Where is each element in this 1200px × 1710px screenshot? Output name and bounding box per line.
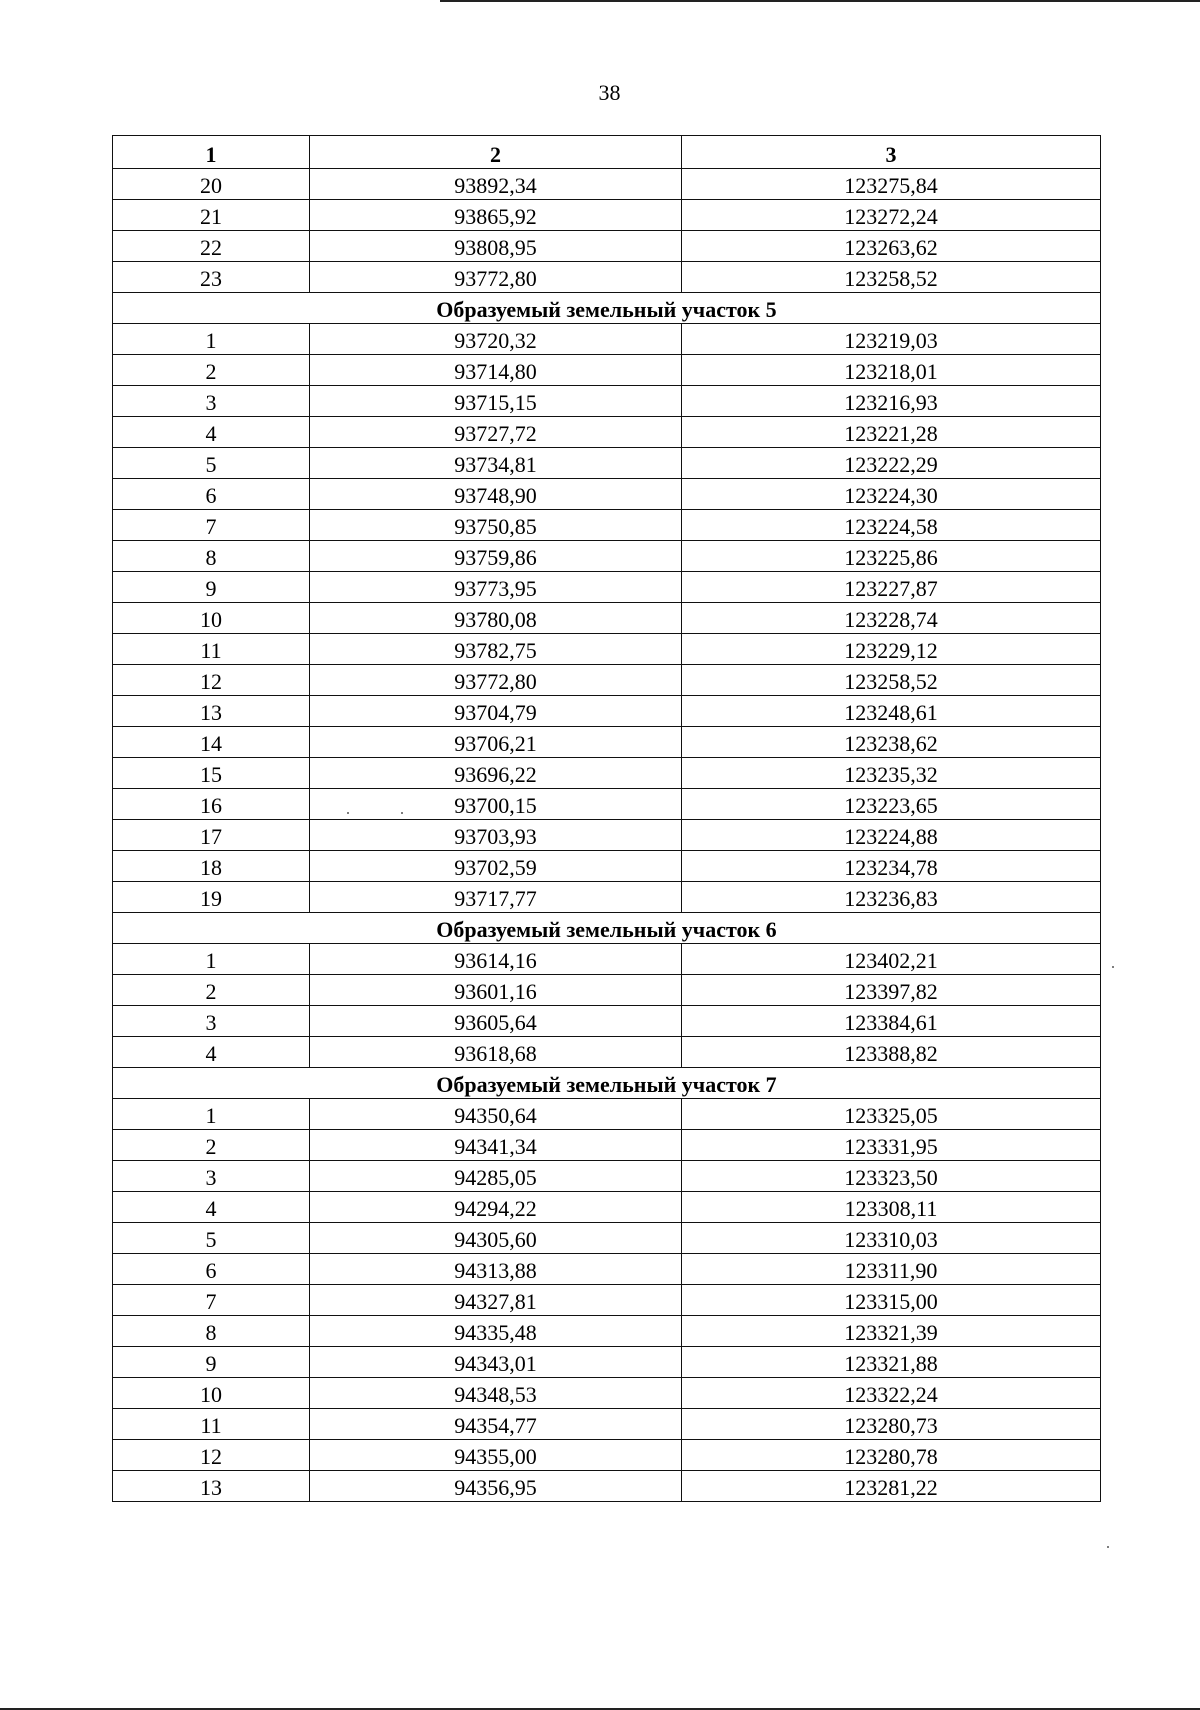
y-coordinate-cell: 123397,82: [682, 975, 1101, 1006]
table-row: [113, 417, 1101, 448]
point-number-cell: 23: [113, 262, 310, 293]
table-row: [113, 541, 1101, 572]
x-coordinate-cell: 93772,80: [310, 665, 682, 696]
x-coordinate-cell: 93614,16: [310, 944, 682, 975]
y-coordinate-cell: 123229,12: [682, 634, 1101, 665]
x-coordinate-cell: 94305,60: [310, 1223, 682, 1254]
table-row: [113, 696, 1101, 727]
table-row: [113, 1316, 1101, 1347]
y-coordinate-cell: 123235,32: [682, 758, 1101, 789]
point-number-cell: 19: [113, 882, 310, 913]
section-title-row: [113, 293, 1101, 324]
table-row: [113, 386, 1101, 417]
x-coordinate-cell: 93702,59: [310, 851, 682, 882]
x-coordinate-cell: 93780,08: [310, 603, 682, 634]
x-coordinate-cell: 93618,68: [310, 1037, 682, 1068]
table-row: [113, 603, 1101, 634]
table-row: [113, 1099, 1101, 1130]
point-number-cell: 2: [113, 975, 310, 1006]
point-number-cell: 9: [113, 1347, 310, 1378]
point-number-cell: 13: [113, 1471, 310, 1502]
table-row: [113, 727, 1101, 758]
point-number-cell: 8: [113, 541, 310, 572]
table-row: [113, 200, 1101, 231]
table-row: [113, 882, 1101, 913]
point-number-cell: 6: [113, 479, 310, 510]
point-number-cell: 12: [113, 665, 310, 696]
y-coordinate-cell: 123223,65: [682, 789, 1101, 820]
x-coordinate-cell: 93720,32: [310, 324, 682, 355]
x-coordinate-cell: 93717,77: [310, 882, 682, 913]
x-coordinate-cell: 93782,75: [310, 634, 682, 665]
x-coordinate-cell: 93892,34: [310, 169, 682, 200]
y-coordinate-cell: 123258,52: [682, 262, 1101, 293]
x-coordinate-cell: 93714,80: [310, 355, 682, 386]
point-number-cell: 9: [113, 572, 310, 603]
column-header-2: 2: [310, 136, 682, 169]
table-row: [113, 634, 1101, 665]
x-coordinate-cell: 94313,88: [310, 1254, 682, 1285]
y-coordinate-cell: 123219,03: [682, 324, 1101, 355]
x-coordinate-cell: 94335,48: [310, 1316, 682, 1347]
table-row: [113, 1223, 1101, 1254]
x-coordinate-cell: 93601,16: [310, 975, 682, 1006]
y-coordinate-cell: 123321,88: [682, 1347, 1101, 1378]
table-row: [113, 262, 1101, 293]
x-coordinate-cell: 94354,77: [310, 1409, 682, 1440]
point-number-cell: 5: [113, 1223, 310, 1254]
point-number-cell: 11: [113, 634, 310, 665]
table-row: [113, 1440, 1101, 1471]
point-number-cell: 3: [113, 386, 310, 417]
point-number-cell: 21: [113, 200, 310, 231]
table-row: [113, 820, 1101, 851]
x-coordinate-cell: 93706,21: [310, 727, 682, 758]
y-coordinate-cell: 123311,90: [682, 1254, 1101, 1285]
point-number-cell: 8: [113, 1316, 310, 1347]
table-row: [113, 1254, 1101, 1285]
x-coordinate-cell: 93703,93: [310, 820, 682, 851]
table-row: [113, 1192, 1101, 1223]
scan-edge-top: [440, 0, 1200, 2]
y-coordinate-cell: 123224,88: [682, 820, 1101, 851]
table-row: [113, 1006, 1101, 1037]
table-row: [113, 510, 1101, 541]
y-coordinate-cell: 123236,83: [682, 882, 1101, 913]
section-title: Образуемый земельный участок 6: [113, 913, 1101, 944]
y-coordinate-cell: 123331,95: [682, 1130, 1101, 1161]
x-coordinate-cell: 93605,64: [310, 1006, 682, 1037]
point-number-cell: 6: [113, 1254, 310, 1285]
y-coordinate-cell: 123224,30: [682, 479, 1101, 510]
y-coordinate-cell: 123308,11: [682, 1192, 1101, 1223]
y-coordinate-cell: 123228,74: [682, 603, 1101, 634]
y-coordinate-cell: 123321,39: [682, 1316, 1101, 1347]
y-coordinate-cell: 123280,78: [682, 1440, 1101, 1471]
table-header-row: [113, 136, 1101, 169]
table-row: [113, 1130, 1101, 1161]
y-coordinate-cell: 123325,05: [682, 1099, 1101, 1130]
table-row: [113, 975, 1101, 1006]
x-coordinate-cell: 93748,90: [310, 479, 682, 510]
y-coordinate-cell: 123238,62: [682, 727, 1101, 758]
point-number-cell: 4: [113, 1192, 310, 1223]
table-row: [113, 758, 1101, 789]
point-number-cell: 20: [113, 169, 310, 200]
table-row: [113, 448, 1101, 479]
y-coordinate-cell: 123281,22: [682, 1471, 1101, 1502]
point-number-cell: 5: [113, 448, 310, 479]
y-coordinate-cell: 123263,62: [682, 231, 1101, 262]
table-row: [113, 355, 1101, 386]
y-coordinate-cell: 123384,61: [682, 1006, 1101, 1037]
x-coordinate-cell: 93734,81: [310, 448, 682, 479]
y-coordinate-cell: 123402,21: [682, 944, 1101, 975]
table-row: [113, 1161, 1101, 1192]
table-row: [113, 1285, 1101, 1316]
point-number-cell: 4: [113, 1037, 310, 1068]
point-number-cell: 10: [113, 603, 310, 634]
x-coordinate-cell: 94327,81: [310, 1285, 682, 1316]
point-number-cell: 22: [113, 231, 310, 262]
x-coordinate-cell: 93700,15: [310, 789, 682, 820]
section-title: Образуемый земельный участок 7: [113, 1068, 1101, 1099]
point-number-cell: 2: [113, 1130, 310, 1161]
y-coordinate-cell: 123234,78: [682, 851, 1101, 882]
scan-speck: [1107, 1546, 1109, 1548]
x-coordinate-cell: 93704,79: [310, 696, 682, 727]
y-coordinate-cell: 123221,28: [682, 417, 1101, 448]
point-number-cell: 13: [113, 696, 310, 727]
table-row: [113, 1347, 1101, 1378]
x-coordinate-cell: 93715,15: [310, 386, 682, 417]
scan-speck: [401, 812, 403, 814]
coordinates-table: [112, 135, 1101, 1502]
point-number-cell: 16: [113, 789, 310, 820]
point-number-cell: 18: [113, 851, 310, 882]
x-coordinate-cell: 94341,34: [310, 1130, 682, 1161]
point-number-cell: 7: [113, 510, 310, 541]
y-coordinate-cell: 123322,24: [682, 1378, 1101, 1409]
column-header-1: 1: [113, 136, 310, 169]
page-number: 38: [598, 80, 621, 105]
x-coordinate-cell: 93865,92: [310, 200, 682, 231]
point-number-cell: 14: [113, 727, 310, 758]
table-row: [113, 572, 1101, 603]
table-row: [113, 1471, 1101, 1502]
table-row: [113, 789, 1101, 820]
y-coordinate-cell: 123280,73: [682, 1409, 1101, 1440]
table-row: [113, 1378, 1101, 1409]
table-row: [113, 1409, 1101, 1440]
x-coordinate-cell: 94355,00: [310, 1440, 682, 1471]
column-header-3: 3: [682, 136, 1101, 169]
point-number-cell: 1: [113, 324, 310, 355]
y-coordinate-cell: 123310,03: [682, 1223, 1101, 1254]
x-coordinate-cell: 94348,53: [310, 1378, 682, 1409]
point-number-cell: 1: [113, 944, 310, 975]
y-coordinate-cell: 123258,52: [682, 665, 1101, 696]
point-number-cell: 2: [113, 355, 310, 386]
x-coordinate-cell: 93750,85: [310, 510, 682, 541]
table-row: [113, 944, 1101, 975]
y-coordinate-cell: 123323,50: [682, 1161, 1101, 1192]
y-coordinate-cell: 123272,24: [682, 200, 1101, 231]
x-coordinate-cell: 94294,22: [310, 1192, 682, 1223]
x-coordinate-cell: 93727,72: [310, 417, 682, 448]
table-row: [113, 479, 1101, 510]
x-coordinate-cell: 94343,01: [310, 1347, 682, 1378]
x-coordinate-cell: 93773,95: [310, 572, 682, 603]
point-number-cell: 3: [113, 1161, 310, 1192]
section-title-row: [113, 913, 1101, 944]
y-coordinate-cell: 123225,86: [682, 541, 1101, 572]
y-coordinate-cell: 123218,01: [682, 355, 1101, 386]
scan-speck: [1112, 966, 1114, 968]
table-row: [113, 231, 1101, 262]
point-number-cell: 17: [113, 820, 310, 851]
point-number-cell: 1: [113, 1099, 310, 1130]
y-coordinate-cell: 123227,87: [682, 572, 1101, 603]
y-coordinate-cell: 123315,00: [682, 1285, 1101, 1316]
y-coordinate-cell: 123275,84: [682, 169, 1101, 200]
table-row: [113, 665, 1101, 696]
table-row: [113, 1037, 1101, 1068]
point-number-cell: 4: [113, 417, 310, 448]
point-number-cell: 11: [113, 1409, 310, 1440]
point-number-cell: 15: [113, 758, 310, 789]
x-coordinate-cell: 93808,95: [310, 231, 682, 262]
table-row: [113, 851, 1101, 882]
section-title-row: [113, 1068, 1101, 1099]
x-coordinate-cell: 93759,86: [310, 541, 682, 572]
table-row: [113, 169, 1101, 200]
x-coordinate-cell: 94356,95: [310, 1471, 682, 1502]
x-coordinate-cell: 94285,05: [310, 1161, 682, 1192]
y-coordinate-cell: 123224,58: [682, 510, 1101, 541]
table-row: [113, 324, 1101, 355]
point-number-cell: 3: [113, 1006, 310, 1037]
coordinates-table-body: [113, 136, 1101, 1502]
scan-speck: [347, 812, 349, 814]
x-coordinate-cell: 93696,22: [310, 758, 682, 789]
x-coordinate-cell: 94350,64: [310, 1099, 682, 1130]
point-number-cell: 10: [113, 1378, 310, 1409]
y-coordinate-cell: 123222,29: [682, 448, 1101, 479]
point-number-cell: 12: [113, 1440, 310, 1471]
y-coordinate-cell: 123216,93: [682, 386, 1101, 417]
y-coordinate-cell: 123248,61: [682, 696, 1101, 727]
point-number-cell: 7: [113, 1285, 310, 1316]
y-coordinate-cell: 123388,82: [682, 1037, 1101, 1068]
section-title: Образуемый земельный участок 5: [113, 293, 1101, 324]
x-coordinate-cell: 93772,80: [310, 262, 682, 293]
